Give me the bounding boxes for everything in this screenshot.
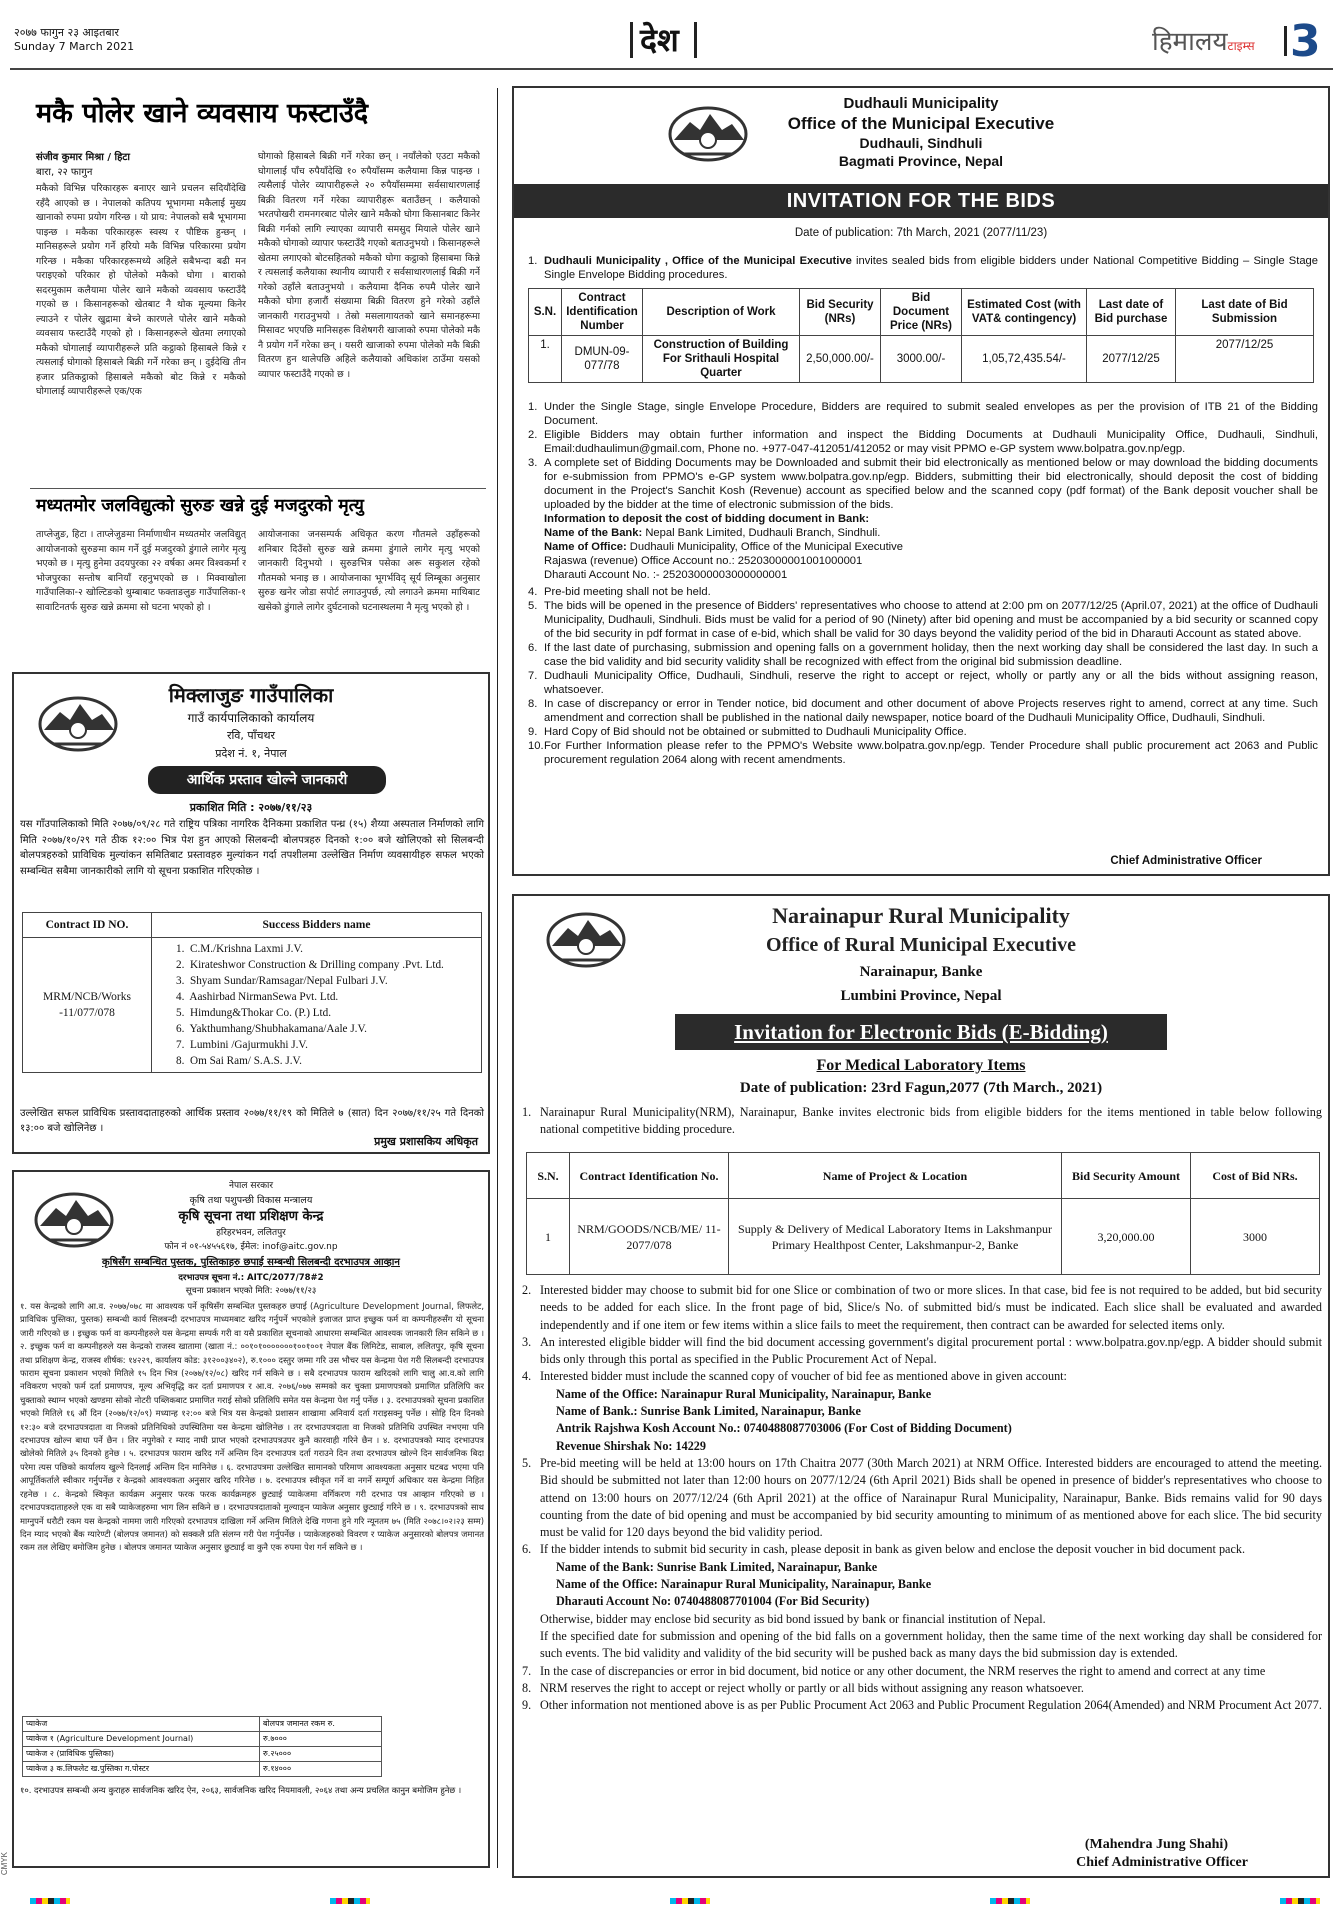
list-item — [528, 512, 1318, 582]
list-item: 9. Hard Copy of Bid should not be obtained or submitted to Dudhauli Municipality Office. — [528, 726, 967, 738]
notice-office: गाउँ कार्यपालिकाको कार्यालय — [187, 711, 315, 725]
notice-body: १. यस केन्द्रको लागि आ.व. २०७७/०७८ मा आवश्यक पर्ने कृषिसँग सम्बन्धित पुस्तकहरु छपाई (Agriculture Development Journal, लिफलेट, प्राविधिक पुस्तिका, पुस्तक) सम्बन्धी कार्य सिलबन्दी दरभाउपत्र माध्यमबाट खरिद गर्नुपर्ने भएकोले इजाजत प्राप्त इच्छुक फर्म वा कम्पनीहरुसँग यो सूचना जारी गरिएको छ । इच्छुक फर्म वा कम्पनीहरुले यस केन्द्रमा सम्पर्क गरी वा यसै प्रकाशित सूचनाको आधारमा सम्बन्धित आवश्यक जानकारी लिन सकिने छ । २. इच्छुक फर्म वा कम्पनीहरुले यस केन्द्रको राजस्व खातामा (खाता नं.: ००१०१०००००००१००१००१ नेपाल बैंक लिमिटेड, साबाल, ललितपुर, कृषि सूचना तथा प्रशिक्षण केन्द्र, राजस्व शीर्षक: १४२२९, कार्यालय कोड: ३१२००३४०२), रु.१००० दस्तुर जम्मा गरि उस भौचर यस केन्द्रमा पेश गरी सिलबन्दी दरभाउपत्र फाराम सूचना प्रकाशन भएको मितिले १५ दिन भित्र (२०७७/१२/०८) खरिद गर्न सकिने छ । सबै दरभाउपत्र फाराम खरिदको लागि चालु आ.व.को लागि नविकरण भएको फर्म दर्ता प्रमाणपत्र, मूल्य अभिवृद्धि कर दर्ता प्रमाणपत्र र आ.व. २०७६/०७७ सम्मको कर चुक्ता प्रमाणपत्रको प्रमाणित प्रतिलिपि कर चुक्ताको स्थाग्न भएको खण्डमा सोको नोटरी पब्लिकबाट प्रमाणित गराई सोको प्रतिलिपि समेत यस केन्द्रमा पेश गर्नु पर्नेछ । ३. दरभाउपत्रको सूचना प्रकाशित भएको मितिले १६ औं दिन (२०७७/१२/०९) मध्यान्ह १२:०० बजे भित्र यस केन्द्रको प्रशासन शाखामा अनिवार्य दर्ता गराइसक्नु पर्नेछ । सोहि दिन दिनको १२:३० बजे दरभाउपत्रदाता वा निजको प्रतिनिधिको उपस्थितिमा यस केन्द्रमा खोलिनेछ । तर दरभाउपत्रदाता वा निजको प्रतिनिधि उपस्थित नभएमा पनि दरभाउपत्र खोल्न बाधा पर्ने छैन । तिर नपुगेको र म्याद नाघी प्राप्त भएको दरभाउपत्रउपर कुनै कारवाही गरिने छैन । ४. दरभाउपत्रको म्याद दरभाउपत्र खोलेको मितिले ३५ दिनको हुनेछ । ५. दरभाउपत्र फाराम खरिद गर्ने अन्तिम दिन दरभाउपत्र दर्ता गराउने दिन तथा दरभाउपत्र खोल्ने दिन सार्वजनिक बिदा परेमा त्यस पछिको कार्यालय खुल्ने दिनलाई अन्तिम दिन मानिनेछ । ६. दरभाउपत्रमा उल्लेखित सामानको परिमाण आवश्यकता अनुसार घटबढ भएमा पनि आपूर्तिकर्तालेे स्वीकार गर्नुपर्नेछ र केन्द्रको आवश्यकता अनुसार खरिद गरिनेछ । ७. दरभाउपत्र स्वीकृत गर्ने वा नगर्ने सम्पूर्ण अधिकार यस केन्द्रमा निहित रहनेछ । ८. केन्द्रको स्विकृत कार्यक्रम अनुसार फरक फरक कार्यक्रमहरु छुट्याई प्याकेजमा वर्गिकरण गरी दरभाउ पत्र आव्हान गरिएको छ । दरभाउपत्रदाताहरुले एक वा सबै प्याकेजहरुमा भाग लिन सकिने छ । दरभाउपत्रदाताको मुल्याङ्न प्याकेज अनुसार छुट्याई गरिने छ । ९. दरभाउपत्रको साथ माग्नुपर्ने धरौटी रकम यस केन्द्रको नाममा जारी गरिएको दरभाउपत्र दाखिला गर्ने अन्तिम मितिले देखि गणना हुने गरि न्यूनतम ७५ (मिति २०७८।०२।२३ सम्म) दिन म्याद भएको बैंक ग्यारेण्टी (बोलपत्र जमानत) को सक्कलै प्रति संलग्न गरी पेश गर्नुपर्नेछ । प्याकेजहरुको विवरण र प्याकेज अनुसारको बोलपत्र जमानत रकम तल लेखिए बमोजिम हुनेछ । बोलपत्र जमानत प्याकेज अनुसार छुट्याई वा कुनै एक रुपमा पेश गर्न सकिने छ । — [20, 1301, 484, 1553]
dudhauli-notice — [512, 86, 1330, 876]
notice-pubdate: सूचना प्रकाशन भएको मिति: २०७७/११/२३ — [185, 1286, 317, 1296]
contact-line: फोन नं ०१-५४५५६१७, ईमेल: inof@aitc.gov.np — [164, 1242, 338, 1252]
miklajung-notice — [12, 672, 490, 1154]
package-name: प्याकेज ३ क.लिफलेट ख.पुस्तिका ग.पोस्टर — [23, 1762, 260, 1777]
list-item: 3. An interested eligible bidder will find the bid document accessing government's digital procurement portal : www.bolpatra.gov.np/egp. A bidder should submit bids only through this portal as specified in the Public Procurement Act of Nepal. — [522, 1334, 1322, 1367]
account-line: Name of Bank.: Sunrise Bank Limited, Narainapur, Banke — [556, 1404, 861, 1419]
list-item: 4. Pre-bid meeting shall not be held. — [528, 586, 711, 598]
table-header: Bid Document Price (NRs) — [881, 289, 962, 336]
list-item — [522, 1628, 1322, 1663]
item-text: An interested eligible bidder will find the bid document accessing government's digital procurement portal : www.bolpatra.gov.np/egp. A bidder should submit bids only through this portal as specified in the Public Procurement Act of Nepal. — [540, 1334, 1322, 1367]
account-line: Dharauti Account No: 0740488087701004 (For Bid Security) — [556, 1594, 870, 1609]
item-text: Eligible Bidders may obtain further information and inspect the Bidding Documents at Dudhauli Municipality Office, Dudhauli, Sindhuli, Email:dudhaulimun@gmail.com, Phone no. +977-047-412051/412052 or may visit PPMO e-GP system www.bolpatra.gov.np/egp. — [544, 429, 1318, 455]
list-item: 2. Eligible Bidders may obtain further information and inspect the Bidding Documents at Dudhauli Municipality Office, Dudhauli, Sindhuli, Email:dudhaulimun@gmail.com, Phone no. +977-047-412051/412052 or may visit PPMO e-GP system www.bolpatra.gov.np/egp. — [528, 429, 1318, 455]
divider — [30, 488, 486, 489]
divider — [694, 22, 697, 58]
bid-table — [526, 1152, 1320, 1275]
list-item: 7. Dudhauli Municipality Office, Dudhauli, Sindhuli, reserve the right to accept or reject, wholly or partly any or all the bids without assigning reason, whatsoever. — [528, 670, 1318, 696]
office-name: Office of the Municipal Executive — [787, 114, 1055, 133]
item-text: Other information not mentioned above is as per Public Procument Act 2063 and Public Procument Regulation 2064(Amended) and NRM Procument Act 2077. — [540, 1698, 1322, 1713]
table-header: प्याकेज — [23, 1717, 260, 1732]
bidders-cell — [152, 938, 482, 1073]
office-label: Name of Office: — [544, 541, 627, 553]
list-item: 8. In case of discrepancy or error in Tender notice, bid document and other document of above Projects reserves right to amend, correct at any time. Such amendment and correction shall be published in the national daily newspaper, notice board of the Dudhauli Municipality Office, Dudhauli, Sindhuli. — [528, 698, 1318, 724]
bank-line — [544, 526, 1318, 540]
table-cell: Supply & Delivery of Medical Laboratory Items in Lakshmanpur Primary Healthpost Center, Lakshmanpur-2, Banke — [729, 1199, 1062, 1275]
table-header: S.N. — [529, 289, 562, 336]
krishi-notice — [12, 1170, 490, 1868]
page-number: 3 — [1290, 16, 1321, 67]
item-text: Dudhauli Municipality Office, Dudhauli, Sindhuli, reserve the right to accept or reject, wholly or partly any or all the bids without assigning reason, whatsoever. — [544, 670, 1318, 696]
package-name: प्याकेज १ (Agriculture Development Journal) — [23, 1732, 260, 1747]
center-name: कृषि सूचना तथा प्रशिक्षण केन्द्र — [178, 1209, 324, 1224]
list-item: 4. Interested bidder must include the scanned copy of voucher of bid fee as mentioned above in given account: — [522, 1369, 1067, 1384]
table-header: Success Bidders name — [152, 913, 482, 938]
notice-banner: Invitation for Electronic Bids (E-Bidding) — [675, 1014, 1167, 1050]
package-amount: रु.७००० — [260, 1732, 382, 1747]
table-header: S.N. — [527, 1153, 570, 1199]
notice-signoff: प्रमुख प्रशासकिय अधिकृत — [374, 1135, 478, 1148]
notice-item: 1. Dudhauli Municipality , Office of the Municipal Executive invites sealed bids from eligible bidders under National Competitive Bidding – Single Stage Single Envelope Bidding procedures. — [528, 255, 1318, 281]
list-item: 7. Lumbini /Gajurmukhi J.V. — [176, 1039, 308, 1051]
narainapur-notice — [512, 894, 1330, 1878]
list-item: 10. For Further Information please refer to the PPMO's Website www.bolpatra.gov.np/egp. Tender Procedure shall public procurement act 2063 and Public procurement regulation 2064 along with recent amendments. — [528, 740, 1318, 766]
item-text: If the bidder intends to submit bid security in cash, please deposit in bank as given below and enclose the deposit voucher in bid document pack. — [540, 1542, 1246, 1557]
list-item: 2. Interested bidder may choose to submit bid for one Slice or combination of two or more slices. In that case, bid fee is not required to be added, but bid security needs to be added for each slice. In the front page of bid, Slice/s No. of submitted bid/s must be indicated. Each slice shall be evaluated and awarded independently and if one item or few items within a slice fails to meet the requirement, then contract can be awarded for selected items only. — [522, 1283, 1322, 1332]
list-item: 6. If the last date of purchasing, submission and opening falls on a government holiday, then the next working day shall be considered the last day. In such a case the bid validity and bid security validity shall be recognized with effect from the original bid submission deadline. — [528, 642, 1318, 668]
article-column: मकैको विभिन्न परिकारहरू बनाएर खाने प्रचलन सदियौंदेखि रहँदै आएको छ । नेपालको कतिपय भूभागमा मकैलाई मुख्य खानाको रुपमा प्रयोग गरिन्छ । यो प्राय: नेपालको सबै भूभागमा पाइन्छ । मकैका परिकारहरू स्वस्थ र पौष्टिक हुन्छन् । मानिसहरूले प्रयोग गर्ने हरियो मकै विभिन्न परिकारमा प्रयोग गरिन्छ । मकैका परिकारहरूमध्ये अहिले सबैभन्दा बढी मन पराइएको परिकार हो पोलेको मकैको घोगा । बाराको सदरमुकाम कलैयामा पोलेर खाने मकैको व्यवसाय फस्टाउँदै गएको छ । किसानहरूको खेतबाट नै थोक मूल्यमा किनेर ल्याउने र पोलेर खुद्रामा बेच्ने कारणले पोलेर खाने मकैको व्यवसाय फस्टाउँदै गएको हो । किसानहरूले खेतमा लगाएको मकैको घोगालाई व्यापारीहरूले प्रति कट्ठाको हिसाबले किन्ने र त्यसलाई घोगाको हिसाबले बिक्री गर्ने गरेका छन् । दुईदेखि तीन हजार प्रतिकट्ठाको हिसाबले मकैको बोट किन्ने र मकैको घोगालाई व्यापारीहरूले एक/एक — [36, 183, 246, 397]
item-text: In case of discrepancy or error in Tender notice, bid document and other document of above Projects reserves right to amend, correct at any time. Such amendment and correction shall be published in the national daily newspaper, notice board of the Dudhauli Municipality Office, Dudhauli, Sindhuli. — [544, 698, 1318, 724]
bidders-table — [22, 912, 482, 1073]
notice-banner: INVITATION FOR THE BIDS — [514, 184, 1328, 218]
list-item: 8. NRM reserves the right to accept or reject wholly or partly or all bids without assigning any reason whatsoever. — [522, 1680, 1084, 1695]
table-header: Last date of Bid purchase — [1087, 289, 1176, 336]
contract-id: MRM/NCB/Works -11/077/078 — [23, 938, 152, 1073]
notice-pubdate: प्रकाशित मिति : २०७७/११/२३ — [189, 801, 313, 814]
table-header: Contract Identification No. — [570, 1153, 729, 1199]
list-item: 7. In the case of discrepancies or error in bid document, bid notice or any other document, the NRM reserves the right to amend and correct at any time — [522, 1663, 1266, 1678]
notice-signature — [1085, 1836, 1228, 1854]
package-table — [22, 1716, 382, 1777]
table-cell: DMUN-09-077/78 — [562, 336, 643, 383]
office-value: Dudhauli Municipality, Office of the Municipal Executive — [626, 541, 903, 553]
deposit-heading: Information to deposit the cost of bidding document in Bank: — [544, 513, 870, 525]
bidder-name: Yakthumhang/Shubhakamana/Aale J.V. — [189, 1023, 367, 1035]
article-column: आयोजनाका जनसम्पर्क अधिकृत करण गौतमले उहाँहरूको शनिबार दिउँसो सुरुङ खन्ने क्रममा डुंगाले लागेर मृत्यु भएको जानकारी दिनुभयो । सुरुङभित्र पसेका अरू सकुशल रहेको गौतमको भनाइ छ । आयोजनाका भूगर्भविद् सूर्य लिम्बूका अनुसार सुरुङ खनेर जोडा सपोर्ट लगाउनुपर्छ, त्यो लगाउने क्रममा माथिबाट खसेको डुंगाले लागेर दुर्घटनाको घटनास्थलमा नै मृत्यु भएको हो । — [258, 529, 480, 613]
table-cell: 1,05,72,435.54/- — [962, 336, 1087, 383]
item-text: The bids will be opened in the presence of Bidders' representatives who choose to attend at 2:00 pm on 2077/12/25 (April.07, 2021) at the office of Dudhauli Municipality, Dudhauli, Sindhuli. Bids must be valid for a period of 90 (Ninety) after bid opening and must be accompanied by a bid security or scanned copy of the bid security in pdf format in case of e-bid, which shall be valid for 30 days beyond the validity period of the bid in Dharauti Account as stated above. — [544, 600, 1318, 640]
masthead — [0, 0, 1343, 70]
table-header: Estimated Cost (with VAT& contingency) — [962, 289, 1087, 336]
item-text: Narainapur Rural Municipality(NRM), Narainapur, Banke invites electronic bids from eligible bidders for the items mentioned in table below following national competitive bidding procedure. — [540, 1105, 1322, 1137]
table-cell: 3000 — [1191, 1199, 1320, 1275]
divider — [630, 22, 633, 58]
list-item — [522, 1611, 1322, 1628]
package-amount: रु.१४००० — [260, 1762, 382, 1777]
list-item: 5. Pre-bid meeting will be held at 13:00 hours on 17th Chaitra 2077 (30th March 2021) at NRM Office. Interested bidders are encouraged to attend the meeting. Bid should be submitted not later than 12:00 hours on 2077/12/24 (6th April 2021) Bids shall be opened in presence of bidder's representatives who choose to attend on 13:00 hours on 2077/12/24 (6th April 2021) at the office of Narainapur Rural Municipality, Narainapur, Banke. Bids remains valid for 90 days counting from the date of bid opening and must be accompanied by bid security amounting to minimum of as mentioned above for each slice. The bid security must be valid for 120 days beyond the bid validity period. — [522, 1455, 1322, 1540]
office-province: Lumbini Province, Nepal — [840, 988, 1002, 1004]
table-header: Cost of Bid NRs. — [1191, 1153, 1320, 1199]
article-column: घोगाको हिसाबले बिक्री गर्ने गरेका छन् । नयाँलेको एउटा मकैको घोगालाई पाँच रुपैयाँदेखि १० रुपैयाँसम्म कलैयामा किन्न पाइन्छ । त्यसैलाई पोलेर व्यापारीहरूले २० रुपैयाँसम्ममा सर्वसाधारणलाई बिक्री वितरण गर्ने गरेका व्यापारीहरू बताउँछन् । कलैयाको भरतपोखरी रामनगरबाट पोलेर खाने मकैको घोगा किसानबाट किनेर बिक्री गर्नको लागि ल्याएका व्यापारी समसुद मियाले पोलेर खाने मकैको घोगाको व्यापार फस्टाउँदै गएको बताउनुभयो । किसानहरूले खेतमा लगाएको बोटसहितको मकैको घोगा कट्ठाको हिसाबमा किन्ने र त्यसलाई कलैयाका स्थानीय व्यापारी र सर्वसाधारणलाई बिक्री गर्ने गरेको उहाँले बताउनुभयो । कलैयामा दैनिक रुपमै पोलेर खाने मकैको घोगा हजारौं संख्यामा बिक्री वितरण हुने गरेको उहाँले जानकारी गराउनुभयो । तेस्रो मसलागायतको खाने समानहरूमा मिसावट भएपछि मानिसहरू विशेषगरी खाजाको रुपमा पोलेको मकै नै प्रयोग गर्ने गरेका छन् । यसरी खाजाको रुपमा पोलेको मकै बिक्री वितरण हुन थालेपछि अहिले कलैयाको अधिकांश ठाउँमा यसको व्यापार फस्टाउँदै गएको छ । — [258, 151, 480, 380]
item-text: A complete set of Bidding Documents may be Downloaded and submit their bid electronically as mentioned below or may download the bidding documents for e-submission from PPMO's e-GP system www.bolpatra.gov.np/egp. Bidders, submitting their bid electronically, should deposit the cost of bidding document in the Project's Sanchit Kosh (Revenue) account as specified below and the scanned copy (pdf format) of the Bank deposit voucher shall be uploaded by the bidder at the time of electronic submission of the bids. — [544, 457, 1318, 511]
bidder-name: Om Sai Ram/ S.A.S. J.V. — [189, 1055, 302, 1067]
table-header: बोलपत्र जमानत रकम रु. — [260, 1717, 382, 1732]
table-cell: 2077/12/25 — [1176, 336, 1314, 383]
notice-signoff: Chief Administrative Officer — [1110, 855, 1262, 867]
notice-footer: उल्लेखित सफल प्राविधिक प्रस्तावदाताहरुको आर्थिक प्रस्ताव २०७७/११/१९ को मितिले ७ (सात) दिन २०७७/११/२५ गते दिनको १३:०० बजे खोलिनेछ । — [20, 1108, 484, 1134]
bidder-name: Lumbini /Gajurmukhi J.V. — [189, 1039, 308, 1051]
office-location: Dudhauli, Sindhuli — [859, 135, 983, 151]
table-cell: NRM/GOODS/NCB/ME/ 11-2077/078 — [570, 1199, 729, 1275]
article-headline: मकै पोलेर खाने व्यवसाय फस्टाउँदै — [36, 98, 369, 129]
item-text: Under the Single Stage, single Envelope Procedure, Bidders are required to submit sealed envelopes as per the provision of ITB 21 of the Bidding Document. — [544, 401, 1318, 427]
bidder-name: Aashirbad NirmanSewa Pvt. Ltd. — [189, 991, 339, 1003]
item-text: Interested bidder may choose to submit bid for one Slice or combination of two or more slices. In that case, bid fee is not required to be added, but bid security needs to be added for each slice. In the front page of bid, Slice/s No. of submitted bid/s must be indicated. Each slice shall be evaluated and awarded independently and if one item or few items within a slice fails to meet the requirement, then contract can be awarded for selected items only. — [540, 1283, 1322, 1332]
account-line: Name of the Bank: Sunrise Bank Limited, Narainapur, Banke — [556, 1559, 878, 1574]
item-text: If the last date of purchasing, submission and opening falls on a government holiday, then the next working day shall be considered the last day. In such a case the bid validity and bid security validity shall be recognized with effect from the original bid submission deadline. — [544, 642, 1318, 668]
account-line: Dharauti Account No. :- 25203000003000000001 — [544, 569, 788, 581]
table-cell: 2077/12/25 — [1087, 336, 1176, 383]
notice-pubdate: Date of publication: 7th March, 2021 (2077/11/23) — [794, 227, 1048, 239]
table-row — [23, 1762, 382, 1777]
account-line: Name of the Office: Narainapur Rural Municipality, Narainapur, Banke — [556, 1386, 932, 1401]
notice-pubdate: Date of publication: 23rd Fagun,2077 (7th March., 2021) — [739, 1080, 1103, 1096]
notice-title: कृषिसँग सम्बन्धित पुस्तक, पुस्तिकाहरु छपाई सम्बन्धी सिलबन्दी दरभाउपत्र आव्हान — [102, 1257, 400, 1268]
column-rule — [497, 88, 498, 1868]
account-line: Name of the Office: Narainapur Rural Municipality, Narainapur, Banke — [556, 1577, 932, 1592]
color-bar — [30, 1898, 1330, 1904]
item-text: In the case of discrepancies or error in bid document, bid notice or any other document, the NRM reserves the right to amend and correct at any time — [540, 1663, 1266, 1678]
bank-value: Nepal Bank Limited, Dudhauli Branch, Sindhuli. — [642, 527, 881, 539]
bidder-name: Kirateshwor Construction & Drilling company .Pvt. Ltd. — [189, 959, 444, 971]
masthead-date — [14, 26, 134, 54]
list-item: 1. Under the Single Stage, single Envelope Procedure, Bidders are required to submit sealed envelopes as per the provision of ITB 21 of the Bidding Document. — [528, 401, 1318, 427]
notice-footer: १०. दरभाउपत्र सम्बन्धी अन्य कुराहरु सार्वजनिक खरिद ऐन, २०६३, सार्वजनिक खरिद नियमावली, २०६४ तथा अन्य प्रचलित कानुन बमोजिम हुनेछ । — [20, 1785, 462, 1795]
table-header: Bid Security Amount — [1062, 1153, 1191, 1199]
gov-line: नेपाल सरकार — [228, 1181, 274, 1191]
list-item: 3. A complete set of Bidding Documents may be Downloaded and submit their bid electronically as mentioned below or may download the bidding documents for e-submission from PPMO's e-GP system www.bolpatra.gov.np/egp. Bidders, submitting their bid electronically, should deposit the cost of bidding document in the Project's Sanchit Kosh (Revenue) account as specified below and the scanned copy (pdf format) of the Bank deposit voucher shall be uploaded by the bidder at the time of electronic submission of the bids. — [528, 457, 1318, 511]
notice-items — [522, 1282, 1322, 1714]
list-item: 6. Yakthumhang/Shubhakamana/Aale J.V. — [176, 1023, 367, 1035]
signatory-title: Chief Administrative Officer — [1076, 1855, 1248, 1870]
address-line: हरिहरभवन, ललितपुर — [216, 1228, 286, 1238]
article-column: ताप्लेजुङ, हिटा । ताप्लेजुङमा निर्माणाधीन मध्यतमोर जलविद्युत् आयोजनाको सुरुङमा काम गर्ने दुई मजदुरको डुंगाले लागेर मृत्यु भएको छ । मृत्यु हुनेमा उदयपुरका २२ वर्षका अमर विश्वकर्मा र भोजपुरका सन्तोष बानियाँ रहनुभएको छ । मिक्वाखोला गाउँपालिका-२ खोल्टिङको थुम्बाबाट फक्ताङलुङ गाउँपालिका-१ सावाटिनतर्फ सुरुङ खन्ने क्रममा सो घटना भएको हो । — [36, 529, 246, 613]
item-bold: Dudhauli Municipality , Office of the Municipal Executive — [544, 255, 852, 267]
notice-intro: यस गाँउपालिकाको मिति २०७७/०९/२८ गते राष्ट्रिय पत्रिका नागरिक दैनिकमा प्रकाशित पन्ध्र (१५) शैय्या अस्पताल निर्माणको लागि मिति २०७७/१०/२९ गते ठीक १२:०० भित्र पेश हुन आएको सिलबन्दी बोलपत्रहरु दिनको १:०० बजे खोलिएको सो सिलबन्दी बोलपत्रहरुको प्राविधिक मुल्यांकन समितिबाट प्रस्तावहरु मुल्यांकन गर्दा तपशीलमा उल्लेखित निर्माण व्यवसायीहरु सफल भएको सम्बन्धित सबैमा जानकारीको लागि यो सूचना प्रकाशित गरिएकोछ । — [20, 819, 484, 877]
cmyk-label: CMYK — [0, 1852, 9, 1876]
item-text: If the specified date for submission and opening of the bid falls on a government holiday, then the same time of the next working day shall be considered for such events. The bid validity and validity of the bid security will be pushed back as many days the bid submission day is extended. — [540, 1628, 1322, 1661]
section-title: देश — [640, 21, 679, 59]
bank-label: Name of the Bank: — [544, 527, 643, 539]
table-row — [529, 336, 1314, 383]
divider — [1284, 26, 1287, 56]
list-item: 8. Om Sai Ram/ S.A.S. J.V. — [176, 1055, 302, 1067]
office-province: Bagmati Province, Nepal — [838, 153, 1004, 169]
notice-title: मिक्लाजुङ गाउँपालिका — [168, 683, 334, 707]
item-text: For Further Information please refer to the PPMO's Website www.bolpatra.gov.np/egp. Tender Procedure shall public procurement act 2063 and Public procurement regulation 2064 along with recent amendments. — [544, 740, 1318, 766]
item-text: invites sealed bids from eligible bidders under National Competitive Bidding – Single Stage Single Envelope Bidding procedures. — [544, 255, 1318, 281]
date-english: Sunday 7 March 2021 — [14, 40, 135, 53]
paper-suffix: टाइम्स — [1227, 39, 1255, 53]
table-row — [527, 1199, 1320, 1275]
package-amount: रु.२५००० — [260, 1747, 382, 1762]
ministry-line: कृषि तथा पशुपन्छी विकास मन्त्रालय — [189, 1195, 313, 1206]
list-item: 5. Himdung&Thokar Co. (P.) Ltd. — [176, 1007, 332, 1019]
table-row — [23, 1747, 382, 1762]
byline — [36, 150, 246, 180]
table-cell: 3000.00/- — [881, 336, 962, 383]
org-name: Narainapur Rural Municipality — [772, 903, 1070, 928]
table-cell: 2,50,000.00/- — [800, 336, 881, 383]
notice-place: रवि, पाँचथर — [226, 729, 276, 742]
item-text: Pre-bid meeting will be held at 13:00 hours on 17th Chaitra 2077 (30th March 2021) at NRM Office. Interested bidders are encouraged to attend the meeting. Bid should be submitted not later than 12:00 hours on 2077/12/24 (6th April 2021) Bids shall be opened in presence of bidder's representatives who choose to attend on 13:00 hours on 2077/12/24 (6th April 2021) at the office of Narainapur Rural Municipality, Narainapur, Banke. Bids remains valid for 90 days counting from the date of bid opening and must be accompanied by bid security amounting to minimum of as mentioned above for each slice. The bid security must be valid for 120 days beyond the bid validity period. — [540, 1455, 1322, 1540]
package-name: प्याकेज २ (प्राविधिक पुस्तिका) — [23, 1747, 260, 1762]
office-line — [544, 540, 1318, 554]
list-item: 6. If the bidder intends to submit bid security in cash, please deposit in bank as given below and enclose the deposit voucher in bid document pack. — [522, 1542, 1246, 1557]
notice-province: प्रदेश नं. १, नेपाल — [215, 747, 287, 760]
signatory-name: (Mahendra Jung Shahi) — [1084, 1837, 1228, 1852]
bidder-name: C.M./Krishna Laxmi J.V. — [189, 943, 303, 955]
article-headline: मध्यतमोर जलविद्युत्को सुरुङ खन्ने दुई मजदुरको मृत्यु — [36, 496, 364, 516]
bidder-name: Himdung&Thokar Co. (P.) Ltd. — [189, 1007, 332, 1019]
bid-table — [528, 288, 1314, 383]
item-text: NRM reserves the right to accept or reject wholly or partly or all bids without assigning any reason whatsoever. — [540, 1680, 1084, 1695]
list-item: 5. The bids will be opened in the presence of Bidders' representatives who choose to attend at 2:00 pm on 2077/12/25 (April.07, 2021) at the office of Dudhauli Municipality, Dudhauli, Sindhuli. Bids must be valid for a period of 90 (Ninety) after bid opening and must be accompanied by a bid security or scanned copy of the bid security in pdf format in case of e-bid, which shall be valid for 30 days beyond the validity period of the bid in Dharauti Account as stated above. — [528, 600, 1318, 640]
table-cell: 1. — [529, 336, 562, 383]
item-text: Pre-bid meeting shall not be held. — [544, 586, 711, 598]
account-line: Rajaswa (revenue) Office Account no.: 25203000001001000001 — [544, 555, 863, 567]
account-line: Antrik Rajshwa Kosh Account No.: 0740488087703006 (For Cost of Bidding Document) — [556, 1421, 1012, 1436]
list-item: 2. Kirateshwor Construction & Drilling company .Pvt. Ltd. — [176, 959, 444, 971]
list-item: 9. Other information not mentioned above is as per Public Procument Act 2063 and Public Procument Regulation 2064(Amended) and NRM Procument Act 2077. — [522, 1698, 1322, 1713]
bidder-name: Shyam Sundar/Ramsagar/Nepal Fulbari J.V. — [189, 975, 388, 987]
table-header: Last date of Bid Submission — [1176, 289, 1314, 336]
table-header: Name of Project & Location — [729, 1153, 1062, 1199]
table-row — [23, 1732, 382, 1747]
table-header: Bid Security (NRs) — [800, 289, 881, 336]
date-nepali: २०७७ फागुन २३ आइतबार — [14, 26, 119, 39]
table-header: Description of Work — [643, 289, 800, 336]
item-text: Hard Copy of Bid should not be obtained or submitted to Dudhauli Municipality Office. — [544, 726, 967, 738]
notice-number: दरभाउपत्र सूचना नं.: AITC/2077/78#2 — [178, 1273, 324, 1283]
table-cell: 3,20,000.00 — [1062, 1199, 1191, 1275]
item-text: Otherwise, bidder may enclose bid security as bid bond issued by bank or financial institution of Nepal. — [540, 1611, 1046, 1626]
office-name: Office of Rural Municipal Executive — [766, 934, 1076, 956]
table-cell: Construction of Building For Srithauli Hospital Quarter — [643, 336, 800, 383]
paper-title: हिमालय — [1152, 27, 1228, 57]
header-rule — [10, 68, 1333, 70]
notice-banner: आर्थिक प्रस्ताव खोल्ने जानकारी — [148, 766, 386, 794]
item-text: Interested bidder must include the scanned copy of voucher of bid fee as mentioned above in given account: — [540, 1369, 1067, 1384]
table-header: Contract Identification Number — [562, 289, 643, 336]
table-header: Contract ID NO. — [23, 913, 152, 938]
table-cell: 1 — [527, 1199, 570, 1275]
notice-subtitle: For Medical Laboratory Items — [816, 1057, 1026, 1074]
list-item: 4. Aashirbad NirmanSewa Pvt. Ltd. — [176, 991, 339, 1003]
paper-name — [1152, 26, 1255, 62]
notice-item: 1. Narainapur Rural Municipality(NRM), Narainapur, Banke invites electronic bids from eligible bidders for the items mentioned in table below following national competitive bidding procedure. — [522, 1105, 1322, 1137]
list-item: 1. C.M./Krishna Laxmi J.V. — [176, 943, 303, 955]
office-location: Narainapur, Banke — [859, 964, 983, 980]
account-line: Revenue Shirshak No: 14229 — [556, 1438, 706, 1453]
org-name: Dudhauli Municipality — [843, 95, 999, 112]
dateline: बारा, २२ फागुन — [36, 167, 93, 178]
byline-author: संजीव कुमार मिश्रा / हिटा — [36, 152, 131, 163]
list-item: 3. Shyam Sundar/Ramsagar/Nepal Fulbari J.V. — [176, 975, 388, 987]
notice-items — [528, 400, 1318, 767]
